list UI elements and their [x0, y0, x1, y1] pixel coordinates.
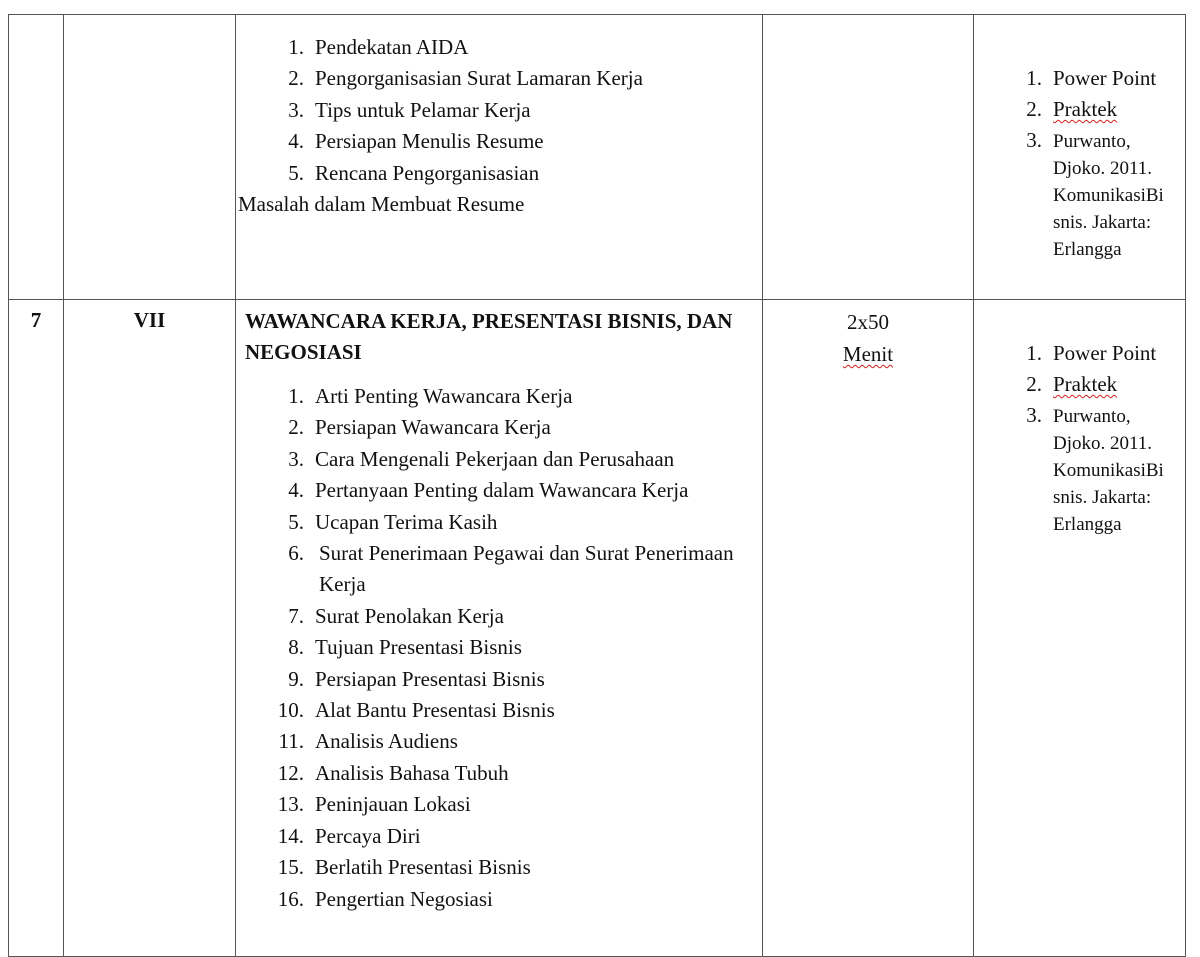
media-list: [974, 338, 1185, 538]
list-item: 1. Arti Penting Wawancara Kerja: [288, 384, 573, 408]
table-row: [9, 15, 1186, 300]
list-item: 14. Percaya Diri: [277, 823, 421, 848]
list-item: 11. Analisis Audiens: [278, 729, 458, 754]
list-item: 15. Berlatih Presentasi Bisnis: [277, 855, 531, 880]
duration-value: 2x50: [847, 310, 889, 334]
list-item: 2. Praktek: [1026, 372, 1118, 396]
duration-cell: [763, 300, 974, 957]
chapter-cell: [64, 15, 236, 300]
list-item: 3. Tips untuk Pelamar Kerja: [288, 97, 531, 122]
topics-cell: [236, 300, 763, 957]
duration-unit: Menit: [842, 342, 894, 366]
syllabus-table: [8, 14, 1186, 957]
list-item: 13. Peninjauan Lokasi: [277, 792, 471, 817]
list-item: 12. Analisis Bahasa Tubuh: [277, 760, 509, 785]
topics-cell: [236, 15, 763, 300]
list-item: 2. Praktek: [1026, 97, 1118, 121]
list-item: 1. Power Point: [1026, 341, 1157, 365]
topic-list: [274, 381, 762, 915]
list-item: 6. Surat Penerimaan Pegawai dan Surat Penerimaan Kerja: [288, 541, 734, 597]
list-item: 3. Purwanto, Djoko. 2011. KomunikasiBi snis. Jakarta: Erlangga: [1026, 403, 1164, 535]
list-item: 7. Surat Penolakan Kerja: [288, 603, 504, 628]
list-item: 4. Pertanyaan Penting dalam Wawancara Kerja: [288, 478, 689, 503]
list-item: 1. Pendekatan AIDA: [288, 35, 469, 59]
duration-cell: [763, 15, 974, 300]
list-item: 5. Rencana Pengorganisasian: [288, 160, 540, 185]
section-title: WAWANCARA KERJA, PRESENTASI BISNIS, DAN NEGOSIASI: [245, 309, 733, 364]
list-item: 3. Purwanto, Djoko. 2011. KomunikasiBi snis. Jakarta: Erlangga: [1026, 128, 1164, 260]
list-item: 1. Power Point: [1026, 66, 1157, 90]
table-row: [9, 300, 1186, 957]
week-number-cell: 7: [9, 300, 64, 957]
list-item: 2. Persiapan Wawancara Kerja: [288, 415, 551, 440]
media-cell: [974, 15, 1186, 300]
list-item: 8. Tujuan Presentasi Bisnis: [288, 635, 522, 660]
list-item: 4. Persiapan Menulis Resume: [288, 129, 544, 154]
media-cell: [974, 300, 1186, 957]
list-item: 10. Alat Bantu Presentasi Bisnis: [277, 698, 555, 723]
list-item: 5. Ucapan Terima Kasih: [288, 509, 498, 534]
topic-list: [274, 32, 762, 189]
week-number-cell: [9, 15, 64, 300]
media-list: [974, 63, 1185, 263]
topic-continuation: Masalah dalam Membuat Resume: [238, 192, 525, 217]
list-item: 3. Cara Mengenali Pekerjaan dan Perusahaan: [288, 446, 675, 471]
chapter-cell: VII: [64, 300, 236, 957]
list-item: 2. Pengorganisasian Surat Lamaran Kerja: [288, 66, 643, 91]
list-item: 16. Pengertian Negosiasi: [277, 886, 493, 911]
list-item: 9. Persiapan Presentasi Bisnis: [288, 666, 545, 691]
